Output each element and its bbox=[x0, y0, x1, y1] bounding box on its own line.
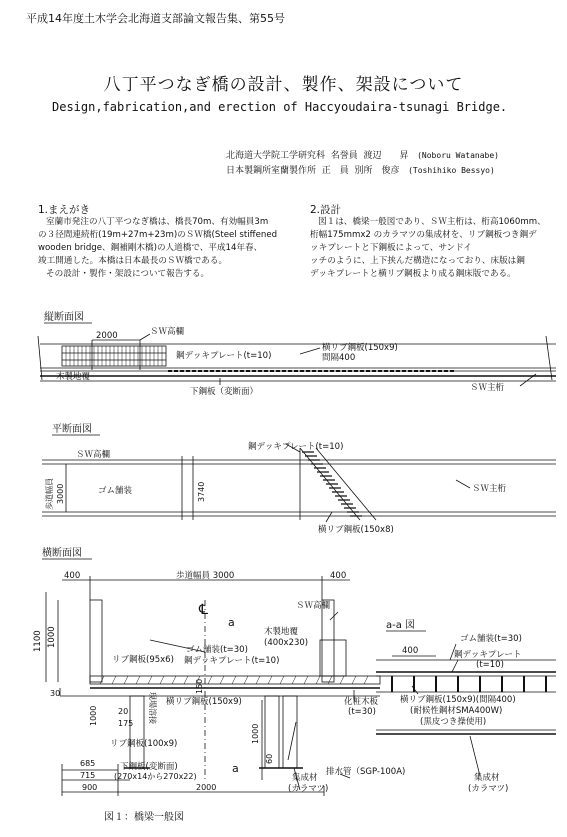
aa-title: a-a 図 bbox=[386, 620, 416, 631]
cross-label-wood-curb-size: (400x230) bbox=[264, 638, 309, 648]
aa-label-black: (黒皮つき操使用) bbox=[420, 717, 487, 727]
aa-label-rib: 横リブ鋼板(150x9)(間隔400) bbox=[400, 695, 516, 705]
elevation-view bbox=[38, 334, 556, 386]
text-line: 図１は、橋梁一般図であり、ＳＷ主桁は、桁高1060mm、 bbox=[318, 217, 546, 227]
cross-label-rib-95: リブ鋼板(95x6) bbox=[112, 655, 174, 665]
cross-label-sw-rail: ＳＷ高欄 bbox=[296, 601, 331, 611]
plan-label-rubber: ゴム舗装 bbox=[98, 486, 133, 496]
cross-dim-walkway: 歩道幅員 3000 bbox=[176, 571, 235, 581]
cross-label-drain: 排水管（SGP-100A) bbox=[326, 767, 406, 777]
author-name: 別所 俊彦 bbox=[354, 166, 400, 176]
text-line: その設計・製作・架設について報告する。 bbox=[46, 269, 210, 279]
cross-section-mark-a-bottom: a bbox=[232, 762, 239, 775]
cross-label-bottom: 下鋼板(変断面) bbox=[120, 762, 178, 772]
figure-caption: 図１：橋梁一般図 bbox=[104, 812, 184, 823]
cross-dim-1000-a: 1000 bbox=[89, 705, 98, 726]
page-title-en: Design,fabrication,and erection of Haccyoudaira-tsunagi Bridge. bbox=[52, 100, 508, 114]
cross-label-deck: 鋼デッキプレート(t=10) bbox=[184, 656, 280, 666]
plan-label-main-girder: ＳＷ主桁 bbox=[472, 484, 507, 494]
elevation-dim-2000: 2000 bbox=[96, 331, 118, 341]
elevation-label-spacing: 間隔400 bbox=[322, 353, 356, 363]
plan-label-rib: 横リブ鋼板(150x8) bbox=[318, 525, 394, 535]
plan-view bbox=[42, 444, 556, 522]
text-line: ッチのように、上下挟んだ構造になっており、床版は鋼 bbox=[310, 256, 525, 266]
author-org: 北海道大学院工学研究科 bbox=[226, 151, 326, 161]
cross-dim-20: 20 bbox=[118, 707, 129, 716]
aa-label-rubber: ゴム舗装(t=30) bbox=[460, 634, 522, 644]
cross-section-mark-a-top: a bbox=[228, 616, 235, 629]
plan-dim-3000: 3000 bbox=[56, 483, 65, 504]
cross-label-bottom-size: (270x14から270x22) bbox=[114, 772, 197, 781]
cross-dim-400-right: 400 bbox=[330, 571, 347, 581]
author-name-en: (Noboru Watanabe) bbox=[417, 151, 499, 160]
aa-label-steel: (耐候性鋼材SMA400W) bbox=[410, 706, 503, 716]
plan-label-walkway: 歩道幅員 bbox=[45, 478, 54, 510]
cross-label-wood-curb: 木製地覆 bbox=[264, 627, 299, 637]
cross-label-rib-cross: 横リブ鋼板(150x9) bbox=[166, 697, 242, 707]
author-name-en: (Toshihiko Bessyo) bbox=[408, 166, 495, 175]
cross-dim-175: 175 bbox=[118, 719, 134, 728]
cross-dim-1100: 1100 bbox=[33, 630, 43, 652]
text-line: デッキプレートと横リブ鋼板より成る鋼床版である。 bbox=[310, 269, 516, 279]
cross-label-larch: (カラマツ) bbox=[288, 784, 329, 794]
cross-dim-900: 900 bbox=[82, 783, 98, 792]
elevation-label-rib: 横リブ鋼板(150x9) bbox=[322, 343, 398, 353]
cross-dim-150: 150 bbox=[195, 678, 204, 694]
cross-dim-1000: 1000 bbox=[47, 626, 57, 648]
section-heading-intro: 1.まえがき bbox=[38, 204, 91, 216]
plan-title: 平断面図 bbox=[52, 424, 92, 435]
journal-header: 平成14年度土木学会北海道支部論文報告集、第55号 bbox=[26, 12, 285, 25]
plan-label-sw-rail: ＳＷ高欄 bbox=[76, 450, 111, 460]
section-heading-design: 2.設計 bbox=[310, 204, 342, 216]
text-line: 竣工開通した。本橋は日本最長のＳＷ橋である。 bbox=[38, 256, 228, 266]
cross-label-facing-t: (t=30) bbox=[348, 707, 376, 717]
author-role: 正 員 bbox=[321, 166, 349, 176]
cross-title: 横断面図 bbox=[42, 548, 82, 559]
elevation-label-sw-rail: ＳＷ高欄 bbox=[150, 327, 185, 337]
cross-label-weld: 現場溶接 bbox=[148, 692, 157, 724]
cross-label-rib-100: リブ鋼板(100x9) bbox=[110, 739, 178, 749]
text-line: 桁幅175mmx2 のカラマツの集成材を、リブ鋼板つき鋼デ bbox=[310, 230, 537, 240]
cross-label-facing: 化粧木板 bbox=[344, 697, 379, 707]
elevation-label-bottom: 下鋼板（変断面） bbox=[190, 387, 259, 397]
elevation-label-deck: 鋼デッキプレート(t=10) bbox=[176, 351, 272, 361]
cross-dim-715: 715 bbox=[80, 771, 96, 780]
cross-dim-2000: 2000 bbox=[196, 783, 217, 792]
cross-dim-400-left: 400 bbox=[64, 571, 81, 581]
cross-dim-60: 60 bbox=[265, 753, 274, 764]
aa-label-deck-t: (t=10) bbox=[476, 660, 504, 670]
author-name: 渡辺 昇 bbox=[363, 151, 409, 161]
cross-label-glulam: 集成材 bbox=[292, 773, 318, 783]
text-line: wooden bridge、鋼補剛木橋)の人道橋で、平成14年春、 bbox=[38, 243, 263, 253]
author-role: 名誉員 bbox=[330, 151, 358, 161]
cross-dim-30: 30 bbox=[50, 689, 61, 698]
elevation-title: 縦断面図 bbox=[44, 312, 84, 323]
aa-label-deck: 鋼デッキプレート bbox=[454, 650, 522, 660]
aa-label-larch: (カラマツ) bbox=[468, 784, 509, 794]
elevation-label-main-girder: ＳＷ主桁 bbox=[470, 383, 505, 393]
cross-label-rubber: ゴム舗装(t=30) bbox=[186, 645, 248, 655]
aa-dim-400: 400 bbox=[402, 646, 419, 656]
text-line: ッキプレートと下鋼板によって、サンドイ bbox=[310, 243, 472, 253]
author-org: 日本製鋼所室蘭製作所 bbox=[226, 166, 317, 176]
cross-dim-1000-b: 1000 bbox=[251, 723, 260, 744]
plan-label-deck: 鋼デッキプレート(t=10) bbox=[248, 442, 344, 452]
page-title: 八丁平つなぎ橋の設計、製作、架設について bbox=[103, 75, 464, 95]
aa-label-glulam: 集成材 bbox=[474, 773, 500, 783]
cross-dim-685: 685 bbox=[80, 759, 96, 768]
elevation-label-wood-rail: 木製地覆 bbox=[56, 372, 91, 382]
text-line: の３径間連続桁(19m+27m+23m)のＳＷ橋(Steel stiffened bbox=[38, 230, 278, 240]
text-line: 室蘭市発注の八丁平つなぎ橋は、橋長70m、有効幅員3m bbox=[46, 217, 269, 227]
cross-centerline-mark: ℄ bbox=[199, 602, 208, 618]
plan-dim-3740: 3740 bbox=[197, 481, 206, 502]
